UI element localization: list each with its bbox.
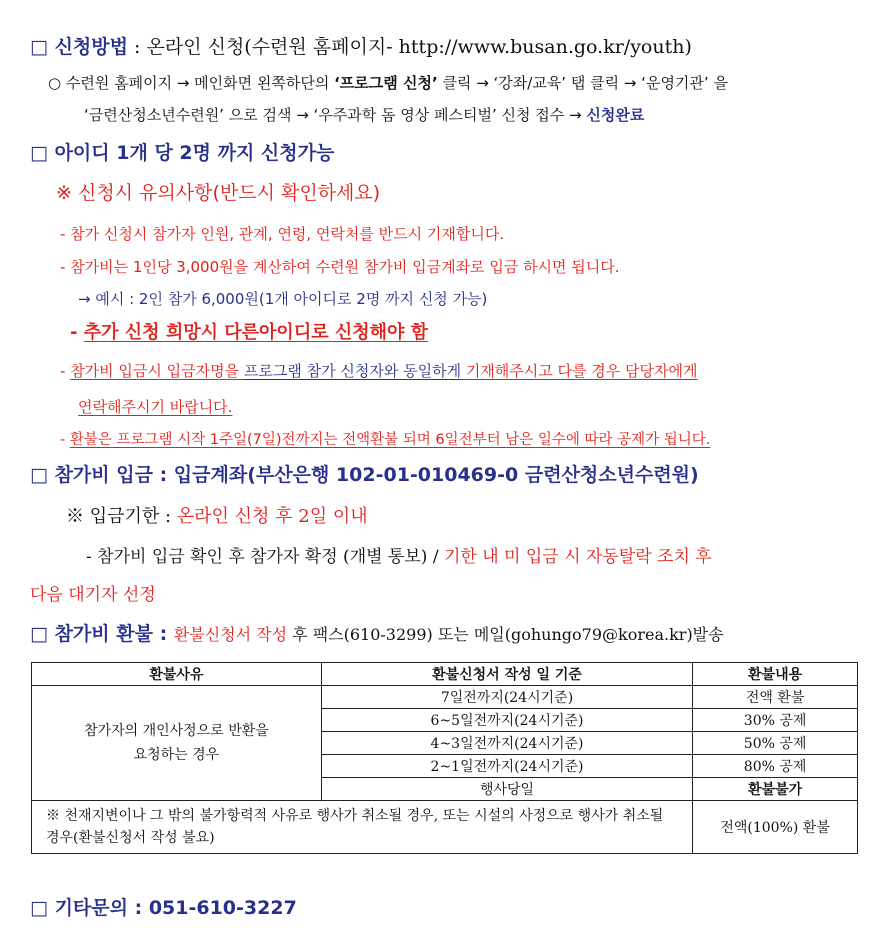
- method-title: 신청방법: [54, 36, 128, 58]
- reason-cell: [32, 686, 322, 801]
- method-step-2: [84, 104, 644, 125]
- reason-text: 참가자의 개인사정으로 반환을 요청하는 경우: [84, 723, 269, 763]
- content-cell: 전액 환불: [693, 686, 858, 709]
- payment-title: 참가비 입금: [54, 464, 153, 486]
- caution-item-5-dash: -: [60, 432, 70, 448]
- method-step-mid: 클릭 → ‘강좌/교육’ 탭 클릭 → ‘운영기관’ 을: [437, 74, 728, 92]
- method-step2-prefix: ‘금련산청소년수련원’ 으로 검색 → ‘우주과학 돔 영상 페스티벌’ 신청 접수 →: [84, 106, 587, 124]
- checkbox-square-icon: □: [30, 897, 48, 919]
- content-cell: 80% 공제: [693, 755, 858, 778]
- id-limit-heading: [30, 138, 334, 165]
- payment-confirm-line2: 다음 대기자 선정: [30, 585, 156, 605]
- method-step2-done: 신청완료: [586, 106, 645, 124]
- payment-colon: :: [152, 464, 174, 486]
- payment-deadline-label: ※ 입금기한 :: [66, 506, 177, 527]
- method-value: 온라인 신청(수련원 홈페이지- http://www.busan.go.kr/youth): [146, 36, 692, 58]
- payment-value: 입금계좌(부산은행 102-01-010469-0 금련산청소년수련원): [173, 464, 699, 486]
- checkbox-square-icon: □: [30, 36, 48, 58]
- header-date: 환불신청서 작성 일 기준: [321, 663, 692, 686]
- checkbox-square-icon: □: [30, 142, 48, 164]
- refund-value-rest: 후 팩스(610-3299) 또는 메일(gohungo79@korea.kr)발송: [287, 625, 724, 644]
- id-limit-text: 아이디 1개 당 2명 까지 신청가능: [54, 142, 335, 164]
- caution-item-3-text: 추가 신청 희망시 다른아이디로 신청해야 함: [83, 322, 429, 343]
- caution-item-3-dash: -: [70, 322, 84, 343]
- table-header-row: [32, 663, 858, 686]
- force-majeure-cell: ※ 천재지변이나 그 밖의 불가항력적 사유로 행사가 취소될 경우, 또는 시설의 사정으로 행사가 취소될 경우(환불신청서 작성 불요): [32, 801, 693, 854]
- contact-text: 기타문의 : 051-610-3227: [54, 897, 297, 919]
- caution-item-2: - 참가비는 1인당 3,000원을 계산하여 수련원 참가비 입금계좌로 입금 하시면 됩니다.: [60, 258, 620, 276]
- method-heading: [30, 32, 692, 59]
- date-cell: 6~5일전까지(24시기준): [321, 709, 692, 732]
- checkbox-square-icon: □: [30, 623, 48, 645]
- date-cell: 4~3일전까지(24시기준): [321, 732, 692, 755]
- payment-deadline: [66, 502, 368, 528]
- table-row: [32, 801, 858, 854]
- payment-deadline-value: 온라인 신청 후 2일 이내: [176, 506, 368, 527]
- method-step-program: ‘프로그램 신청’: [334, 74, 438, 92]
- caution-item-5-text: 환불은 프로그램 시작 1주일(7일)전까지는 전액환불 되며 6일전부터 남은 일수에 따라 공제가 됩니다.: [69, 432, 711, 448]
- content-cell: 30% 공제: [693, 709, 858, 732]
- caution-item-2-example: → 예시 : 2인 참가 6,000원(1개 아이디로 2명 까지 신청 가능): [78, 290, 488, 308]
- header-content: 환불내용: [693, 663, 858, 686]
- caution-item-4-dash: -: [60, 362, 71, 380]
- caution-item-4-a: 참가비 입금시 입금자명을: [70, 362, 244, 380]
- caution-item-4-line2: 연락해주시기 바랍니다.: [78, 398, 233, 416]
- header-reason: 환불사유: [32, 663, 322, 686]
- table-row: [32, 686, 858, 709]
- content-cell: 환불불가: [693, 778, 858, 801]
- payment-confirm-a: - 참가비 입금 확인 후 참가자 확정 (개별 통보) /: [86, 547, 444, 567]
- force-majeure-content-cell: 전액(100%) 환불: [693, 801, 858, 854]
- method-step-1: [48, 72, 728, 93]
- date-cell: 행사당일: [321, 778, 692, 801]
- date-cell: 7일전까지(24시기준): [321, 686, 692, 709]
- refund-value-red: 환불신청서 작성: [173, 625, 288, 644]
- payment-heading: [30, 460, 699, 487]
- checkbox-square-icon: □: [30, 464, 48, 486]
- caution-item-5: [60, 428, 710, 449]
- method-step-prefix: ○ 수련원 홈페이지 → 메인화면 왼쪽하단의: [48, 74, 335, 92]
- caution-item-4-b: 프로그램 참가 신청자와 동일하게: [243, 362, 462, 380]
- refund-colon: :: [152, 623, 174, 645]
- refund-heading: [30, 619, 724, 646]
- caution-item-4: [60, 360, 698, 381]
- caution-item-4-c: 기재해주시고 다를 경우 담당자에게: [461, 362, 698, 380]
- refund-table: [31, 662, 858, 854]
- content-cell: 50% 공제: [693, 732, 858, 755]
- payment-confirm-b: 기한 내 미 입금 시 자동탈락 조치 후: [443, 547, 712, 567]
- contact-heading: [30, 893, 297, 920]
- caution-item-1: - 참가 신청시 참가자 인원, 관계, 연령, 연락처를 반드시 기재합니다.: [60, 225, 505, 243]
- date-cell: 2~1일전까지(24시기준): [321, 755, 692, 778]
- caution-item-3: [70, 318, 428, 344]
- method-colon: :: [128, 36, 147, 58]
- payment-confirm: [86, 542, 712, 567]
- refund-title: 참가비 환불: [54, 623, 153, 645]
- caution-title: ※ 신청시 유의사항(반드시 확인하세요): [56, 182, 381, 204]
